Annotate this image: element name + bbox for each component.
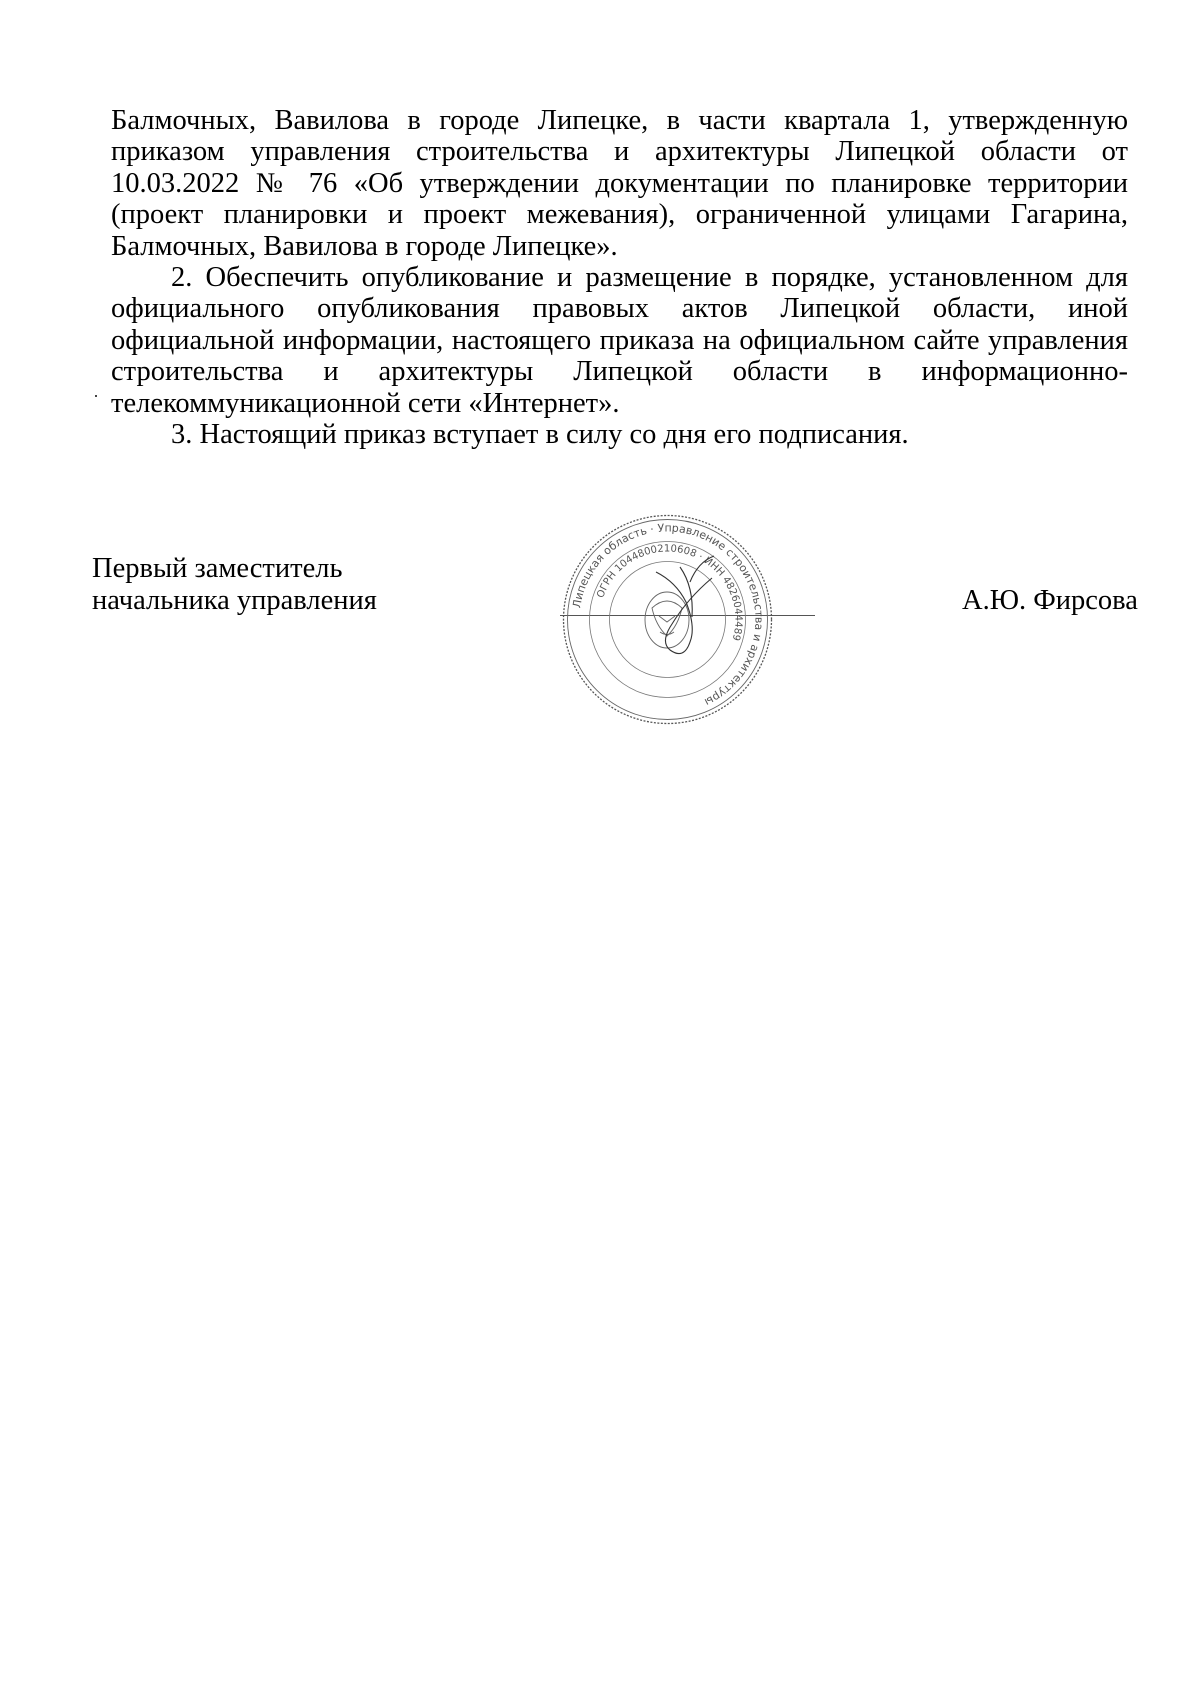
signatory-position-line-2: начальника управления: [92, 585, 377, 616]
official-seal-stamp: [560, 512, 775, 727]
paragraph-1-continuation: Балмочных, Вавилова в городе Липецке, в части квартала 1, утвержденную приказом управления строительства и архитектуры Липецкой области от 10.03.2022 № 76 «Об утверждении документации по планировке территории (проект планировки и проект межевания), ограниченной улицами Гагарина, Балмочных, Вавилова в городе Липецке».: [111, 105, 1128, 262]
signatory-position-line-1: Первый заместитель: [92, 553, 343, 584]
stamp-emblem: [645, 592, 689, 648]
signatory-name: А.Ю. Фирсова: [962, 585, 1138, 616]
scan-speck: [95, 395, 97, 397]
paragraph-2: 2. Обеспечить опубликование и размещение в порядке, установленном для официального опубликования правовых актов Липецкой области, иной официальной информации, настоящего приказа на официальном сайте управления строительства и архитектуры Липецкой области в информационно-телекоммуникационной сети «Интернет».: [111, 262, 1128, 419]
signatory-position: [92, 553, 377, 617]
paragraph-3: 3. Настоящий приказ вступает в силу со дня его подписания.: [171, 419, 909, 451]
stamp-outer-text: Липецкая область · Управление строительства и архитектуры: [570, 521, 766, 709]
stamp-inner-text: ОГРН 1044800210608 · ИНН 4826044489: [595, 543, 744, 642]
handwritten-signature: [656, 556, 714, 654]
order-body: [111, 105, 1128, 450]
